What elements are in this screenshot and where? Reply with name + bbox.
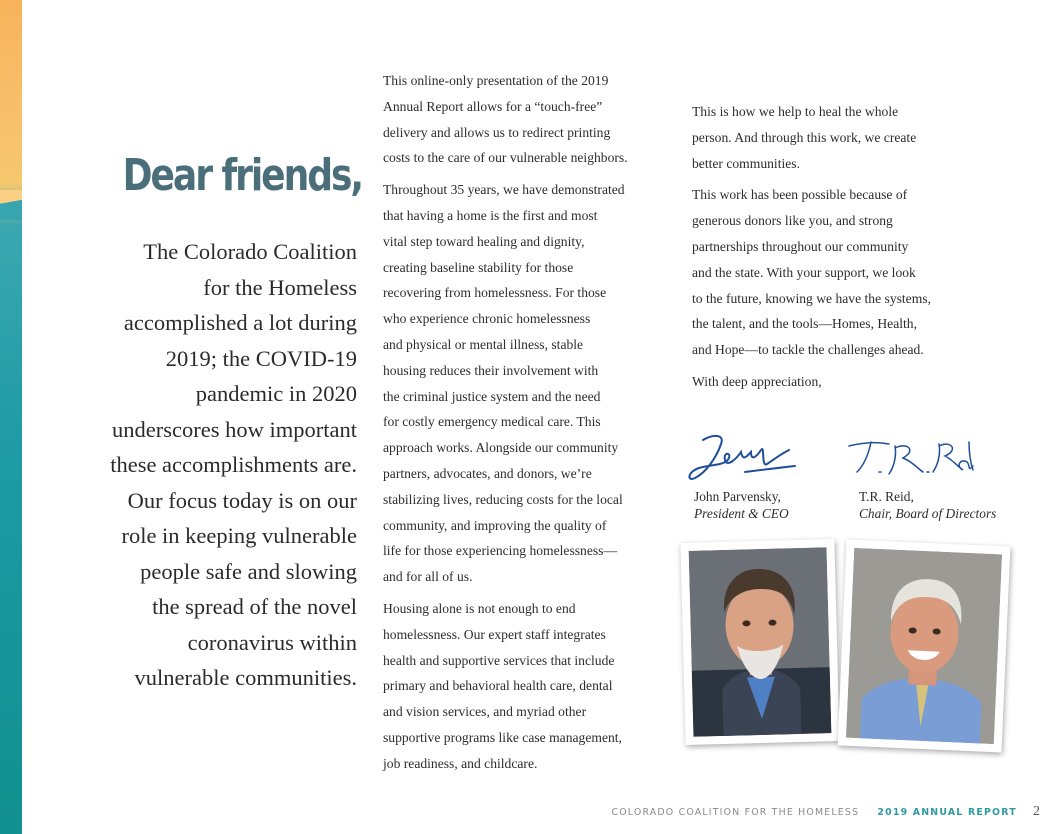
letter-line: community, and improving the quality of — [383, 517, 607, 533]
letter-line: and physical or mental illness, stable — [383, 336, 584, 352]
portrait-tr-reid — [838, 540, 1011, 753]
signer-john — [694, 488, 789, 522]
page-heading: Dear friends, — [122, 150, 362, 201]
intro-line: for the Homeless — [203, 274, 357, 300]
letter-right-column — [692, 99, 992, 401]
letter-line: to the future, knowing we have the systems, — [692, 290, 931, 306]
intro-line: vulnerable communities. — [134, 665, 357, 690]
signer-title: President & CEO — [694, 506, 789, 521]
letter-paragraph — [383, 68, 673, 171]
footer-report-title: 2019 ANNUAL REPORT — [877, 807, 1017, 818]
intro-statement — [70, 234, 357, 696]
intro-line: pandemic in 2020 — [195, 381, 357, 406]
letter-line: approach works. Alongside our community — [383, 440, 619, 456]
signer-reid — [859, 488, 996, 522]
page-footer — [611, 804, 1040, 820]
signature-john-parvensky — [685, 428, 800, 488]
letter-line: This work has been possible because of — [692, 187, 908, 203]
letter-line: vital step toward healing and dignity, — [383, 233, 585, 249]
intro-line: the spread of the novel — [152, 594, 357, 619]
letter-line: partnerships throughout our community — [692, 238, 909, 254]
letter-line: and the state. With your support, we look — [692, 264, 916, 280]
letter-line: recovering from homelessness. For those — [383, 285, 607, 301]
side-band-notch — [0, 190, 22, 220]
letter-middle-column — [383, 68, 673, 783]
letter-line: This is how we help to heal the whole — [692, 104, 899, 119]
intro-line: Our focus today is on our — [127, 487, 357, 513]
letter-line: partners, advocates, and donors, we’re — [383, 465, 592, 481]
letter-line: Annual Report allows for a “touch-free” — [383, 98, 603, 114]
intro-line: The Colorado Coalition — [143, 239, 357, 264]
letter-line: Throughout 35 years, we have demonstrated — [383, 182, 625, 198]
signature-tr-reid — [845, 436, 975, 481]
letter-line: the talent, and the tools—Homes, Health, — [692, 316, 918, 332]
portrait-john-parvensky — [680, 539, 839, 745]
letter-line: the criminal justice system and the need — [383, 388, 601, 404]
letter-line: creating baseline stability for those — [383, 259, 574, 275]
letter-line: costs to the care of our vulnerable neighbors. — [383, 150, 628, 166]
letter-line: for costly emergency medical care. This — [383, 414, 601, 430]
letter-line: and for all of us. — [383, 569, 473, 585]
letter-line: life for those experiencing homelessness— — [383, 543, 618, 559]
letter-paragraph — [692, 369, 992, 395]
letter-line: and Hope—to tackle the challenges ahead. — [692, 342, 924, 358]
signer-name: John Parvensky, — [694, 489, 781, 504]
letter-line: generous donors like you, and strong — [692, 213, 893, 229]
letter-paragraph — [692, 182, 992, 363]
decorative-side-band — [0, 0, 22, 834]
letter-paragraph — [383, 177, 673, 590]
intro-line: coronavirus within — [187, 629, 357, 655]
intro-line: people safe and slowing — [140, 558, 357, 584]
signer-title: Chair, Board of Directors — [859, 506, 997, 521]
intro-line: role in keeping vulnerable — [121, 523, 357, 548]
intro-line: these accomplishments are. — [110, 452, 357, 477]
letter-line: delivery and allows us to redirect printing — [383, 124, 611, 140]
closing-line: With deep appreciation, — [692, 373, 822, 389]
signer-name: T.R. Reid, — [859, 489, 914, 504]
letter-line: stabilizing lives, reducing costs for the local — [383, 491, 623, 507]
letter-line: homelessness. Our expert staff integrates — [383, 626, 606, 642]
intro-line: underscores how important — [112, 416, 357, 442]
letter-line: who experience chronic homelessness — [383, 311, 591, 327]
letter-line: person. And through this work, we create — [692, 129, 917, 145]
letter-line: better communities. — [692, 155, 800, 171]
letter-line: supportive programs like case management, — [383, 729, 622, 745]
footer-organization: COLORADO COALITION FOR THE HOMELESS — [611, 807, 860, 818]
letter-line: Housing alone is not enough to end — [383, 600, 576, 616]
letter-line: primary and behavioral health care, dental — [383, 678, 613, 694]
page-number: 2 — [1033, 804, 1040, 819]
intro-line: accomplished a lot during — [123, 310, 357, 335]
intro-line: 2019; the COVID-19 — [165, 345, 357, 371]
letter-line: housing reduces their involvement with — [383, 362, 599, 378]
letter-line: that having a home is the first and most — [383, 207, 598, 223]
letter-paragraph — [692, 99, 992, 176]
letter-line: health and supportive services that include — [383, 652, 615, 668]
letter-line: job readiness, and childcare. — [383, 755, 538, 771]
letter-line: and vision services, and myriad other — [383, 704, 587, 720]
letter-paragraph — [383, 596, 673, 777]
letter-line: This online-only presentation of the 2019 — [383, 73, 609, 88]
